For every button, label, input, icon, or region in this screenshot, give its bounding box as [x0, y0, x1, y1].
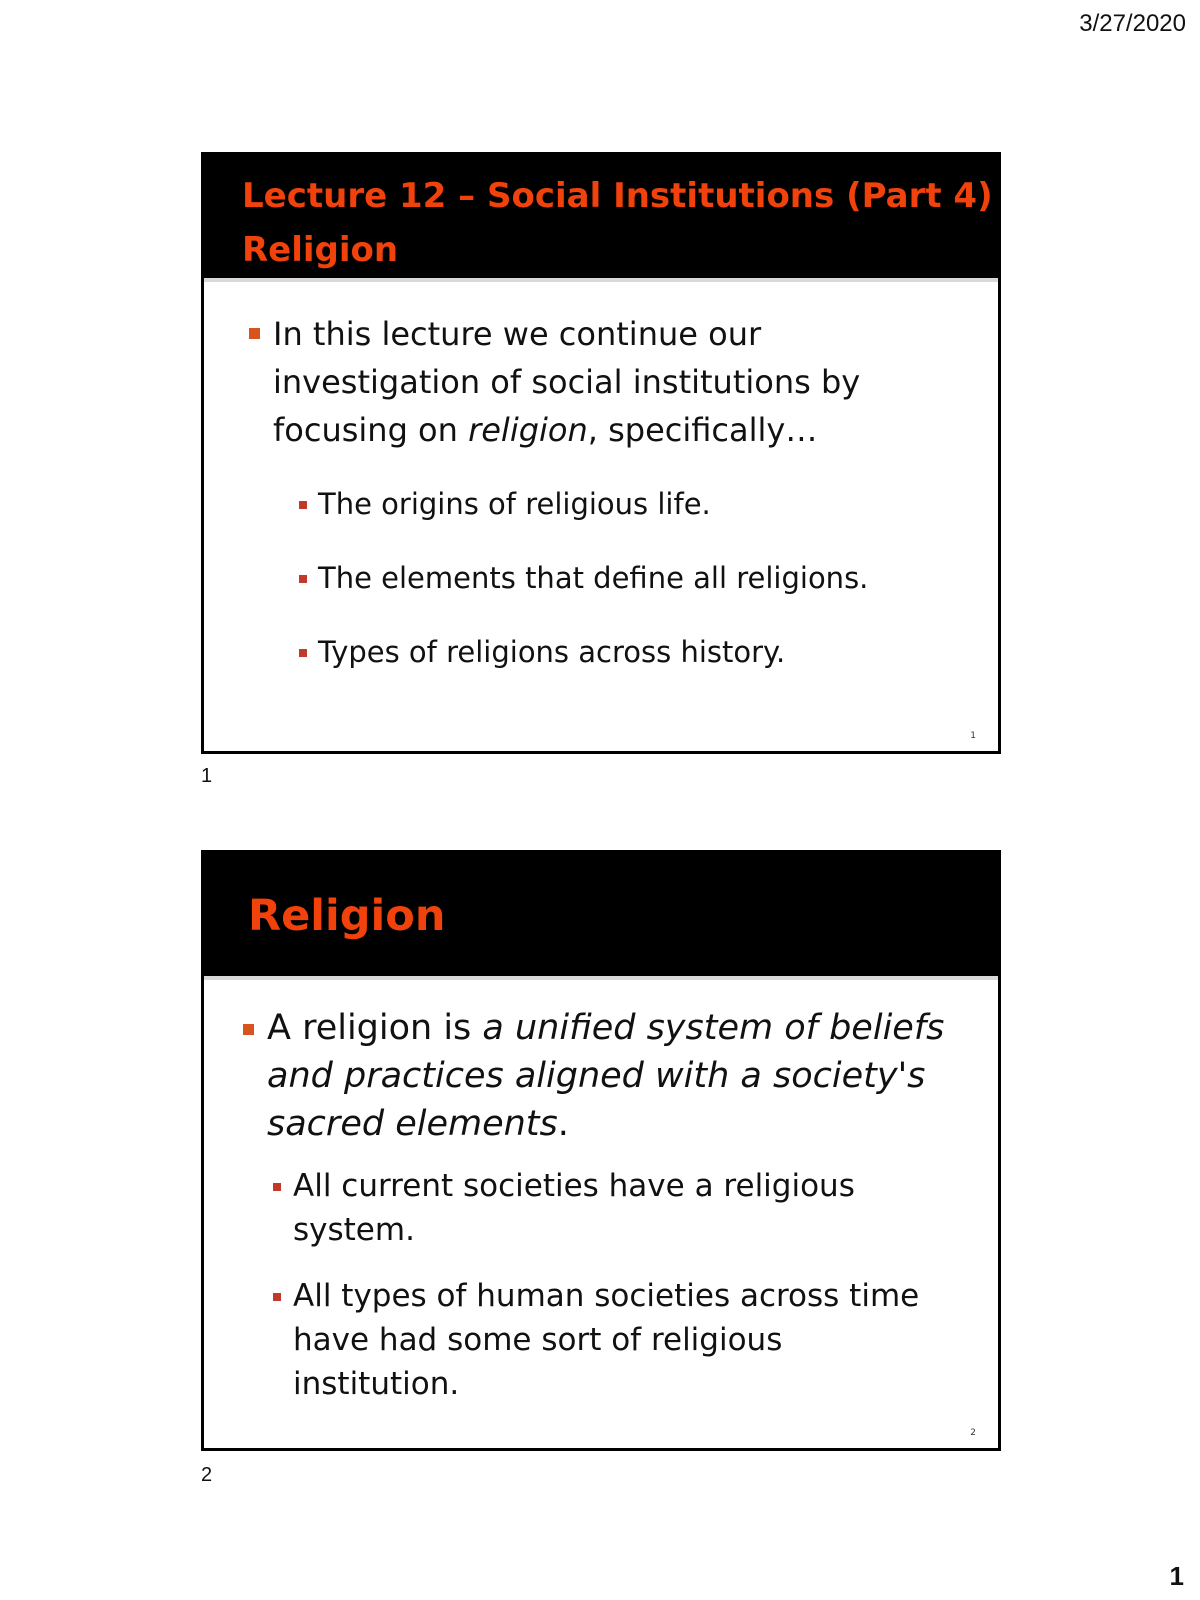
- slide-1-subbullet: [296, 632, 958, 672]
- slide-1-subbullet: [296, 558, 958, 598]
- slide-1-subbullet: [296, 484, 958, 524]
- slide-2-title: Religion: [248, 891, 446, 941]
- slide-1-title-line-2: Religion: [242, 230, 399, 270]
- bullet-text-pre: A religion is: [267, 1008, 483, 1048]
- slide-2-caption: 2: [201, 1464, 213, 1486]
- bullet-text-post: , specifically…: [587, 411, 818, 449]
- bullet-square-icon: [299, 649, 307, 657]
- slide-2-corner-number: 2: [970, 1428, 976, 1438]
- slide-2-main-bullet: [239, 1004, 958, 1148]
- slide-2: [201, 850, 1001, 1451]
- slide-1-body: [204, 282, 998, 672]
- subbullet-text: The elements that define all religions.: [318, 561, 869, 595]
- subbullet-text: All types of human societies across time have had some sort of religious institution.: [293, 1278, 920, 1402]
- slide-1: [201, 152, 1001, 754]
- slide-2-subbullet: [269, 1164, 958, 1252]
- page-number: 1: [1169, 1561, 1184, 1591]
- bullet-text-emphasis: a unified system of beliefs and practices aligned with a society's sacred elements: [267, 1008, 945, 1144]
- slide-2-body: [204, 980, 998, 1406]
- slide-1-header: [204, 155, 998, 282]
- slide-1-caption: 1: [201, 765, 213, 787]
- bullet-square-icon: [299, 575, 307, 583]
- page-date: 3/27/2020: [1079, 10, 1186, 37]
- bullet-square-icon: [243, 1024, 254, 1035]
- slide-2-header: [204, 853, 998, 980]
- bullet-text-post: .: [557, 1104, 569, 1144]
- slide-1-main-bullet: [244, 310, 958, 454]
- slide-1-title-line-1: Lecture 12 – Social Institutions (Part 4): [242, 176, 993, 216]
- subbullet-text: All current societies have a religious system.: [293, 1168, 855, 1248]
- bullet-text-pre: In this lecture we continue our investigation of social institutions by focusing on: [273, 315, 861, 449]
- slide-1-corner-number: 1: [970, 731, 976, 741]
- slide-2-subbullet: [269, 1274, 958, 1406]
- subbullet-text: The origins of religious life.: [318, 487, 711, 521]
- bullet-square-icon: [273, 1183, 281, 1191]
- subbullet-text: Types of religions across history.: [318, 635, 786, 669]
- bullet-square-icon: [273, 1293, 281, 1301]
- bullet-text-emphasis: religion: [468, 411, 588, 449]
- bullet-square-icon: [299, 501, 307, 509]
- bullet-square-icon: [249, 328, 260, 339]
